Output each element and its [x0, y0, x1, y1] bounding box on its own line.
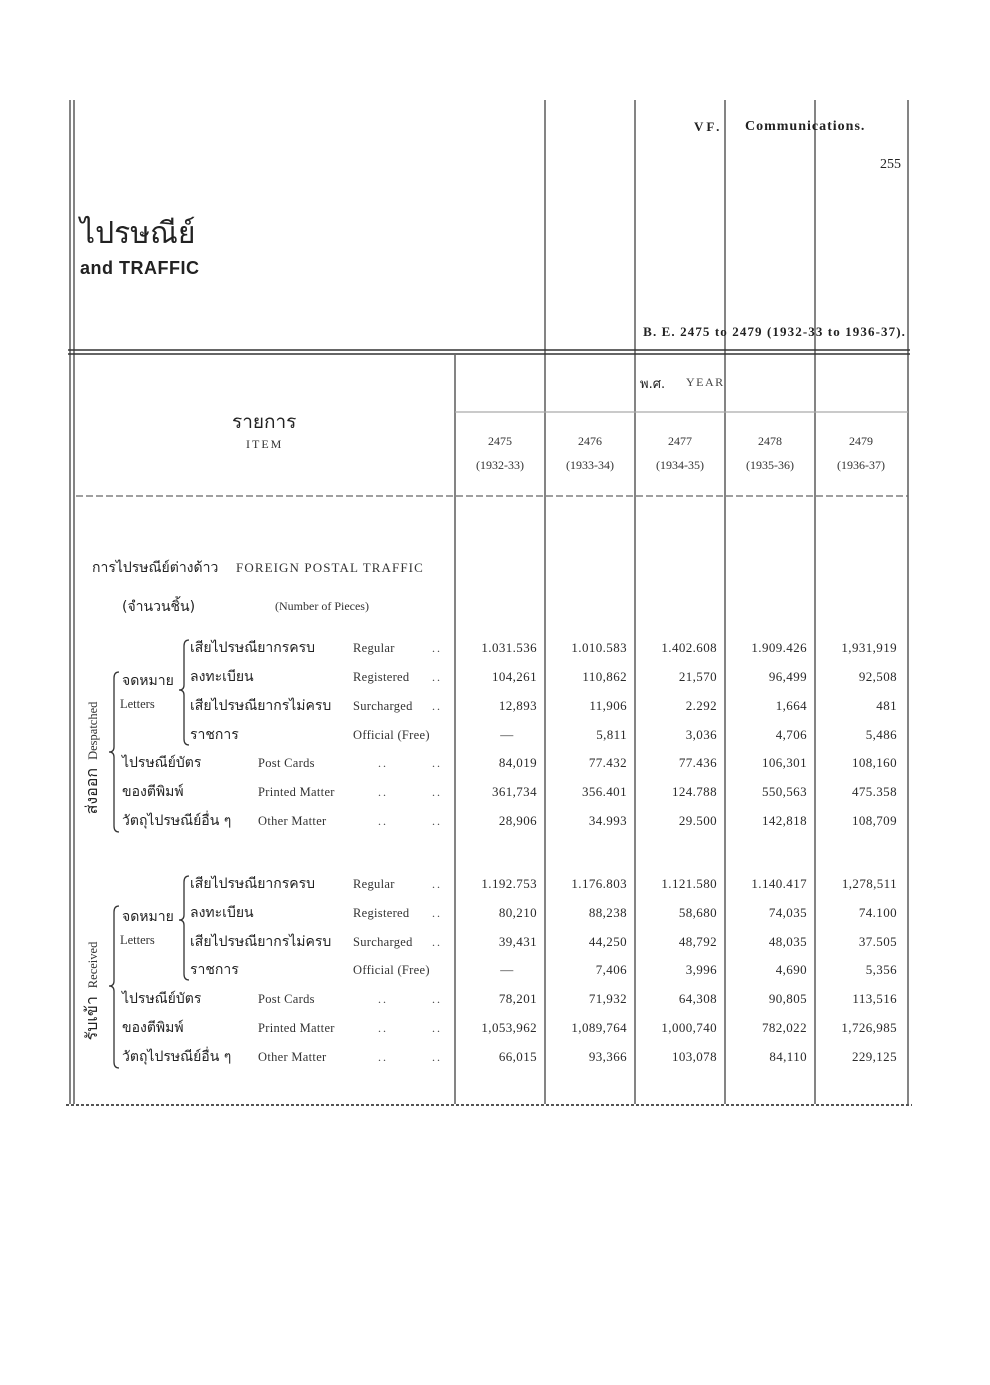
row-label-english: Post Cards: [258, 992, 315, 1006]
value-cell: 104,261: [491, 669, 537, 684]
dot-leader: ..: [432, 756, 442, 770]
value-cell: 48,035: [768, 934, 807, 949]
value-cell: 481: [876, 698, 897, 713]
row-label-thai: เสียไปรษณียากรครบ: [190, 640, 316, 656]
dot-leader: ..: [432, 641, 442, 655]
value-cell: 77.436: [678, 755, 717, 770]
value-cell: 71,932: [588, 991, 627, 1006]
value-cell: 29.500: [678, 813, 717, 828]
row-label-thai: ของตีพิมพ์: [122, 1020, 184, 1036]
value-cell: 108,160: [851, 755, 897, 770]
value-cell: 3,996: [685, 962, 717, 977]
value-cell: 1.031.536: [481, 640, 537, 655]
row-label-english: Regular: [353, 641, 395, 655]
value-cell: 93,366: [588, 1049, 627, 1064]
item-header-thai: รายการ: [232, 411, 297, 433]
value-cell: 90,805: [768, 991, 807, 1006]
value-cell: 5,356: [865, 962, 897, 977]
row-label-english: Surcharged: [353, 699, 413, 713]
value-cell: 78,201: [498, 991, 537, 1006]
dot-leader: ..: [432, 906, 442, 920]
value-cell: 124.788: [671, 784, 717, 799]
row-label-thai: ไปรษณีย์บัตร: [122, 991, 202, 1007]
row-label-english: Other Matter: [258, 814, 327, 828]
value-cell: 5,486: [865, 727, 897, 742]
value-cell: 108,709: [851, 813, 897, 828]
letters-label-english: Letters: [120, 933, 155, 947]
value-cell: 1,726,985: [841, 1020, 897, 1035]
table-row: [0, 874, 990, 894]
value-cell: 106,301: [761, 755, 807, 770]
table-row: [0, 1018, 990, 1038]
unit-note-thai: (จำนวนชิ้น): [122, 599, 196, 615]
dot-leader: ..: [432, 992, 442, 1006]
value-cell: 1,664: [775, 698, 807, 713]
row-label-thai: ราชการ: [190, 962, 239, 978]
value-cell: 74.100: [858, 905, 897, 920]
value-cell: 21,570: [678, 669, 717, 684]
value-cell: 66,015: [498, 1049, 537, 1064]
table-row: [0, 782, 990, 802]
value-cell: 34.993: [588, 813, 627, 828]
row-label-english: Other Matter: [258, 1050, 327, 1064]
value-cell: 58,680: [678, 905, 717, 920]
table-row: [0, 638, 990, 658]
year-header-english: YEAR: [686, 375, 725, 389]
value-cell: 74,035: [768, 905, 807, 920]
page-number: 255: [880, 157, 901, 172]
row-label-english: Printed Matter: [258, 785, 335, 799]
value-cell: 113,516: [852, 991, 897, 1006]
row-label-english: Regular: [353, 877, 395, 891]
value-cell: 356.401: [581, 784, 627, 799]
section-title-thai: การไปรษณีย์ต่างด้าว: [92, 560, 219, 576]
section-title-english: FOREIGN POSTAL TRAFFIC: [236, 560, 424, 575]
row-label-thai: เสียไปรษณียากรไม่ครบ: [190, 934, 332, 950]
year-be: 2478: [758, 434, 782, 448]
dot-leader: ..: [378, 992, 388, 1006]
table-row: [0, 903, 990, 923]
year-header-thai: พ.ศ.: [640, 377, 666, 392]
value-cell: 1.010.583: [571, 640, 627, 655]
row-label-thai: เสียไปรษณียากรไม่ครบ: [190, 698, 332, 714]
table-row: [0, 696, 990, 716]
value-cell: 12,893: [498, 698, 537, 713]
row-label-thai: ราชการ: [190, 727, 239, 743]
letters-label-thai: จดหมาย: [122, 673, 174, 689]
table-row: [0, 932, 990, 952]
value-cell: 11,906: [589, 698, 627, 713]
value-cell: —: [500, 962, 514, 977]
group-label-thai: ส่งออก: [82, 767, 101, 815]
value-cell: 229,125: [851, 1049, 897, 1064]
year-ce: (1936-37): [837, 458, 885, 472]
value-cell: 1.176.803: [571, 876, 627, 891]
row-label-english: Post Cards: [258, 756, 315, 770]
row-label-thai: วัตถุไปรษณีย์อื่น ๆ: [122, 1049, 232, 1065]
value-cell: 92,508: [858, 669, 897, 684]
dot-leader: ..: [432, 1021, 442, 1035]
dot-leader: ..: [432, 699, 442, 713]
letters-label-thai: จดหมาย: [122, 909, 174, 925]
dot-leader: ..: [432, 935, 442, 949]
table-row: [0, 989, 990, 1009]
year-ce: (1932-33): [476, 458, 524, 472]
value-cell: 1,053,962: [481, 1020, 537, 1035]
dot-leader: ..: [378, 814, 388, 828]
running-header-title: Communications.: [745, 119, 866, 134]
value-cell: 1.909.426: [751, 640, 807, 655]
page-title-english: and TRAFFIC: [80, 258, 200, 278]
running-header-chapter: VF.: [694, 119, 723, 134]
value-cell: 1.140.417: [751, 876, 807, 891]
value-cell: 142,818: [761, 813, 807, 828]
year-be: 2475: [488, 434, 512, 448]
value-cell: 88,238: [588, 905, 627, 920]
value-cell: 550,563: [761, 784, 807, 799]
row-label-thai: ของตีพิมพ์: [122, 784, 184, 800]
value-cell: 77.432: [588, 755, 627, 770]
value-cell: 96,499: [768, 669, 807, 684]
row-label-english: Registered: [353, 906, 410, 920]
table-row: [0, 960, 990, 980]
value-cell: 84,019: [498, 755, 537, 770]
value-cell: 1.121.580: [661, 876, 717, 891]
table-row: [0, 1047, 990, 1067]
row-label-thai: ลงทะเบียน: [190, 669, 254, 685]
value-cell: 44,250: [588, 934, 627, 949]
dot-leader: ..: [432, 785, 442, 799]
value-cell: 475.358: [851, 784, 897, 799]
row-label-english: Official (Free): [353, 728, 430, 742]
value-cell: 4,706: [775, 727, 807, 742]
row-label-english: Official (Free): [353, 963, 430, 977]
value-cell: 48,792: [678, 934, 717, 949]
page-title-thai: ไปรษณีย์: [80, 216, 196, 251]
table-row: [0, 725, 990, 745]
value-cell: —: [500, 727, 514, 742]
row-label-thai: เสียไปรษณียากรครบ: [190, 876, 316, 892]
value-cell: 28,906: [498, 813, 537, 828]
value-cell: 1,089,764: [571, 1020, 627, 1035]
value-cell: 1.192.753: [481, 876, 537, 891]
year-ce: (1933-34): [566, 458, 614, 472]
dot-leader: ..: [432, 670, 442, 684]
value-cell: 3,036: [685, 727, 717, 742]
group-label-thai: รับเข้า: [82, 996, 101, 1041]
dot-leader: ..: [378, 1021, 388, 1035]
value-cell: 110,862: [582, 669, 627, 684]
value-cell: 39,431: [498, 934, 537, 949]
dot-leader: ..: [378, 785, 388, 799]
table-row: [0, 753, 990, 773]
dot-leader: ..: [378, 756, 388, 770]
value-cell: 84,110: [769, 1049, 807, 1064]
value-cell: 5,811: [596, 727, 627, 742]
group-label-english: Received: [86, 941, 100, 989]
row-label-thai: วัตถุไปรษณีย์อื่น ๆ: [122, 813, 232, 829]
value-cell: 1,278,511: [841, 876, 897, 891]
table-row: [0, 811, 990, 831]
year-ce: (1934-35): [656, 458, 704, 472]
value-cell: 4,690: [775, 962, 807, 977]
table-row: [0, 667, 990, 687]
value-cell: 1.402.608: [661, 640, 717, 655]
year-be: 2479: [849, 434, 873, 448]
year-be: 2476: [578, 434, 602, 448]
row-label-english: Registered: [353, 670, 410, 684]
value-cell: 1,000,740: [661, 1020, 717, 1035]
row-label-english: Surcharged: [353, 935, 413, 949]
value-cell: 1,931,919: [841, 640, 897, 655]
period-caption: B. E. 2475 to 2479 (1932-33 to 1936-37).: [643, 324, 906, 339]
dot-leader: ..: [432, 1050, 442, 1064]
row-label-thai: ลงทะเบียน: [190, 905, 254, 921]
value-cell: 103,078: [671, 1049, 717, 1064]
value-cell: 80,210: [498, 905, 537, 920]
value-cell: 782,022: [761, 1020, 807, 1035]
received-outer-brace: [109, 906, 119, 1068]
row-label-english: Printed Matter: [258, 1021, 335, 1035]
value-cell: 64,308: [678, 991, 717, 1006]
row-label-thai: ไปรษณีย์บัตร: [122, 755, 202, 771]
value-cell: 7,406: [595, 962, 627, 977]
dot-leader: ..: [378, 1050, 388, 1064]
item-header-english: ITEM: [246, 437, 284, 451]
letters-label-english: Letters: [120, 697, 155, 711]
group-label-english: Despatched: [86, 701, 100, 760]
dot-leader: ..: [432, 814, 442, 828]
value-cell: 37.505: [858, 934, 897, 949]
year-be: 2477: [668, 434, 692, 448]
unit-note-english: (Number of Pieces): [275, 599, 369, 613]
value-cell: 361,734: [491, 784, 537, 799]
dot-leader: ..: [432, 877, 442, 891]
value-cell: 2.292: [685, 698, 717, 713]
year-ce: (1935-36): [746, 458, 794, 472]
